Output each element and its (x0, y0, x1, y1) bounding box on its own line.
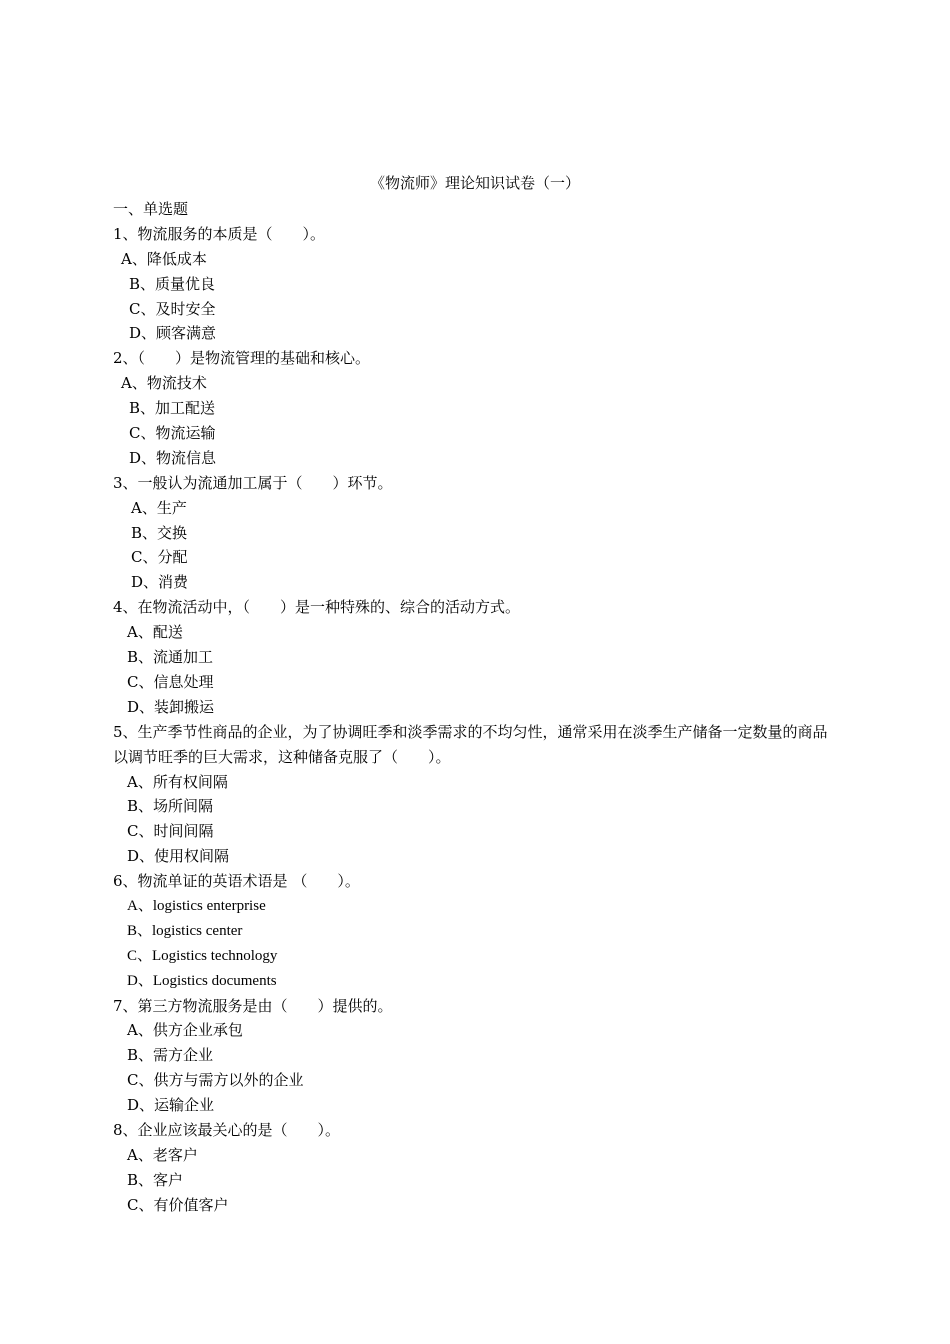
option-d: D、使用权间隔 (127, 847, 230, 866)
option-c: C、信息处理 (127, 672, 214, 691)
question-stem: 2、（ ）是物流管理的基础和核心。 (113, 349, 371, 368)
question-stem: 1、物流服务的本质是（ ）。 (113, 224, 326, 243)
question-stem: 7、第三方物流服务是由（ ）提供的。 (113, 996, 393, 1015)
option-b: B、logistics center (127, 922, 243, 939)
option-c: C、分配 (131, 548, 188, 567)
question-stem: 4、在物流活动中，（ ）是一种特殊的、综合的活动方式。 (113, 598, 521, 617)
question-7 (113, 994, 838, 1118)
option-b: B、加工配送 (129, 399, 216, 418)
option-a: A、logistics enterprise (127, 897, 266, 914)
option-a: A、老客户 (127, 1145, 198, 1164)
question-1 (113, 222, 838, 346)
option-a: A、供方企业承包 (127, 1021, 243, 1040)
option-a: A、生产 (131, 498, 187, 517)
option-b: B、交换 (131, 523, 188, 542)
question-stem: 5、生产季节性商品的企业，为了协调旺季和淡季需求的不均匀性，通常采用在淡季生产储备一定数量的商品以调节旺季的巨大需求，这种储备克服了（ ）。 (113, 722, 828, 766)
option-a: A、降低成本 (121, 249, 207, 268)
option-d: D、Logistics documents (127, 972, 277, 989)
option-d: D、物流信息 (129, 448, 217, 467)
question-stem: 3、一般认为流通加工属于（ ）环节。 (113, 473, 393, 492)
option-c: C、Logistics technology (127, 947, 278, 964)
option-d: D、装卸搬运 (127, 697, 215, 716)
option-a: A、所有权间隔 (127, 772, 228, 791)
exam-content (113, 197, 838, 1218)
option-c: C、时间间隔 (127, 822, 214, 841)
option-b: B、场所间隔 (127, 797, 214, 816)
question-stem: 6、物流单证的英语术语是 （ ）。 (113, 872, 360, 891)
option-b: B、客户 (127, 1170, 184, 1189)
question-4 (113, 595, 838, 719)
option-d: D、消费 (131, 573, 189, 592)
option-b: B、需方企业 (127, 1046, 214, 1065)
question-2 (113, 346, 838, 470)
question-6 (113, 869, 838, 993)
option-d: D、顾客满意 (129, 324, 217, 343)
option-c: C、供方与需方以外的企业 (127, 1071, 304, 1090)
question-3 (113, 471, 838, 595)
option-b: B、流通加工 (127, 648, 214, 667)
option-c: C、有价值客户 (127, 1195, 229, 1214)
option-d: D、运输企业 (127, 1096, 215, 1115)
option-a: A、配送 (127, 623, 183, 642)
question-5 (113, 720, 838, 869)
option-b: B、质量优良 (129, 274, 216, 293)
section-heading: 一、单选题 (113, 200, 189, 218)
exam-title: 《物流师》理论知识试卷（一） (369, 174, 580, 192)
question-8 (113, 1118, 838, 1218)
option-c: C、及时安全 (129, 299, 216, 318)
option-a: A、物流技术 (121, 374, 207, 393)
question-stem: 8、企业应该最关心的是（ ）。 (113, 1120, 341, 1139)
option-c: C、物流运输 (129, 424, 216, 443)
